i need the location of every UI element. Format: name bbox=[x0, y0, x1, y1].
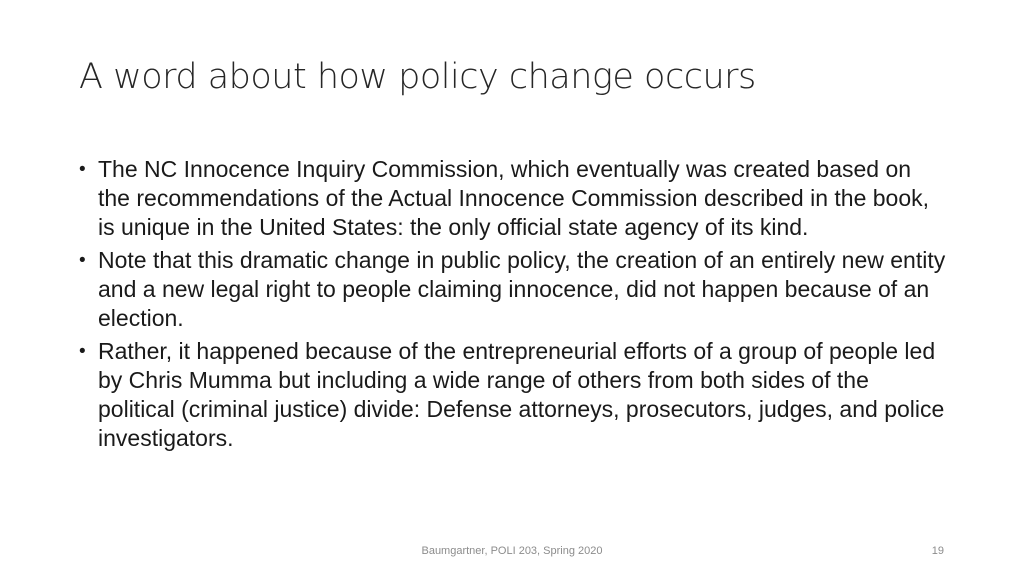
bullet-item-3 bbox=[79, 337, 949, 453]
bullet-item-2 bbox=[79, 246, 949, 333]
bullet-marker: • bbox=[79, 250, 86, 271]
bullet-item-1 bbox=[79, 155, 949, 242]
page-number: 19 bbox=[931, 545, 944, 557]
footer-text: Baumgartner, POLI 203, Spring 2020 bbox=[421, 545, 603, 557]
bullet-list bbox=[79, 155, 949, 457]
bullet-marker: • bbox=[79, 159, 86, 180]
bullet-marker: • bbox=[79, 341, 86, 362]
bullet-text: Note that this dramatic change in public policy, the creation of an entirely new entity and a new legal right to people claiming innocence, did not happen because of an election. bbox=[98, 247, 946, 331]
bullet-text: Rather, it happened because of the entrepreneurial efforts of a group of people led by Chris Mumma but including a wide range of others from both sides of the political (criminal justice) divide: Defense attorneys, prosecutors, judges, and police investigators. bbox=[98, 338, 945, 451]
slide-title: A word about how policy change occurs bbox=[79, 57, 756, 97]
bullet-text: The NC Innocence Inquiry Commission, which eventually was created based on the recommendations of the Actual Innocence Commission described in the book, is unique in the United States: the only official state agency of its kind. bbox=[98, 156, 930, 240]
